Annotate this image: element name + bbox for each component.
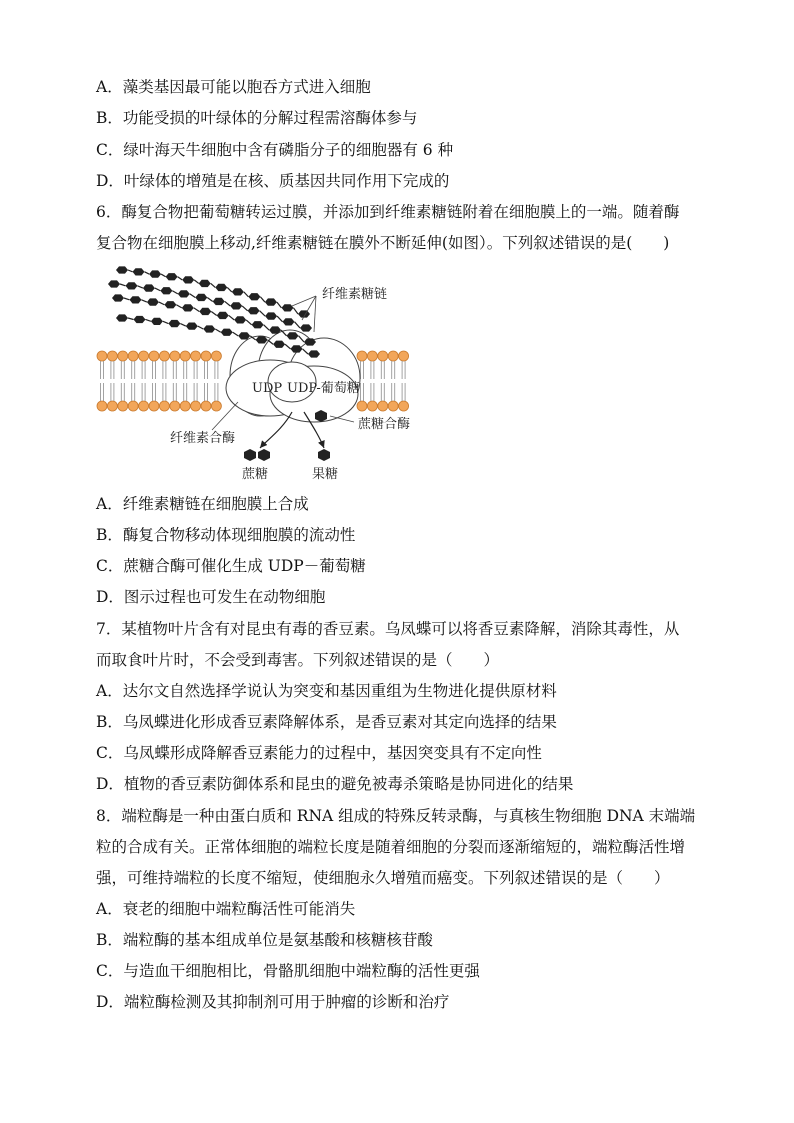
glucose-unit (213, 298, 225, 305)
glucose-unit (234, 316, 246, 323)
q8-stem-line-2: 粒的合成有关。正常体细胞的端粒长度是随着细胞的分裂而逐渐缩短的，端粒酶活性增 (96, 838, 686, 856)
q6-option-b: B．酶复合物移动体现细胞膜的流动性 (96, 526, 356, 544)
glucose-unit (300, 324, 312, 331)
glucose-unit (168, 320, 180, 327)
glucose-unit (265, 298, 277, 305)
glucose-unit (195, 294, 207, 301)
glucose-unit (221, 329, 233, 336)
glucose-unit (230, 302, 242, 309)
q7-option-d: D．植物的香豆素防御体系和昆虫的避免被毒杀策略是协同进化的结果 (96, 775, 574, 793)
glucose-unit (134, 316, 146, 323)
label-fructose: 果糖 (312, 467, 339, 482)
enzyme-complex (226, 330, 360, 422)
q6-stem-line-2: 复合物在细胞膜上移动,纤维素糖链在膜外不断延伸(如图）。下列叙述错误的是( ) (96, 234, 670, 252)
glucose-unit (248, 307, 260, 314)
label-udp: UDP (252, 381, 283, 396)
glucose-unit (149, 270, 161, 277)
glucose-unit (232, 288, 244, 295)
glucose-unit (182, 276, 194, 283)
glucose-unit (126, 282, 138, 289)
glucose-unit (217, 312, 229, 319)
q6-option-a: A．纤维素糖链在细胞膜上合成 (96, 495, 309, 513)
q8-option-c: C．与造血干细胞相比，骨骼肌细胞中端粒酶的活性更强 (96, 962, 480, 980)
glucose-unit (164, 301, 176, 308)
glucose-unit (283, 318, 295, 325)
glucose-unit (282, 304, 294, 311)
q7-option-c: C．乌凤蝶形成降解香豆素能力的过程中，基因突变具有不定向性 (96, 744, 542, 762)
glucose-unit (199, 280, 211, 287)
sucrose-molecule (244, 449, 270, 461)
fructose-molecule (318, 449, 330, 461)
glucose-unit (265, 312, 277, 319)
glucose-unit (112, 294, 124, 301)
label-udp-glucose: UDP-葡萄糖 (287, 381, 360, 396)
option-d: D．叶绿体的增殖是在核、质基因共同作用下完成的 (96, 172, 450, 190)
q7-option-b: B．乌凤蝶进化形成香豆素降解体系，是香豆素对其定向选择的结果 (96, 713, 557, 731)
q6-option-d: D．图示过程也可发生在动物细胞 (96, 588, 326, 606)
q8-option-a: A．衰老的细胞中端粒酶活性可能消失 (96, 900, 356, 918)
cellulose-synthesis-figure (92, 262, 432, 488)
q8-stem-line-1: 8．端粒酶是一种由蛋白质和 RNA 组成的特殊反转录酶，与真核生物细胞 DNA 末端端 (96, 807, 696, 825)
label-sucrose: 蔗糖 (242, 467, 269, 482)
label-sucrose-synthase: 蔗糖合酶 (358, 417, 411, 432)
q7-stem-line-1: 7．某植物叶片含有对昆虫有毒的香豆素。乌凤蝶可以将香豆素降解，消除其毒性，从 (96, 620, 680, 638)
glucose-unit (133, 268, 145, 275)
q8-stem-line-3: 强，可维持端粒的长度不缩短，使细胞永久增殖而癌变。下列叙述错误的是（ ） (96, 869, 670, 887)
glucose-unit (160, 287, 172, 294)
q8-option-d: D．端粒酶检测及其抑制剂可用于肿瘤的诊断和治疗 (96, 993, 450, 1011)
glucose-unit (178, 290, 190, 297)
glucose-unit (147, 298, 159, 305)
q7-stem-line-2: 而取食叶片时，不会受到毒害。下列叙述错误的是（ ） (96, 651, 500, 669)
q7-option-a: A．达尔文自然选择学说认为突变和基因重组为生物进化提供原材料 (96, 682, 557, 700)
glucose-unit (186, 323, 198, 330)
q6-option-c: C．蔗糖合酶可催化生成 UDP－葡萄糖 (96, 557, 366, 575)
glucose-unit (182, 304, 194, 311)
option-a: A．藻类基因最可能以胞吞方式进入细胞 (96, 78, 371, 96)
glucose-unit (203, 325, 215, 332)
label-cellulose-synthase: 纤维素合酶 (170, 431, 236, 446)
arrow-to-sucrose (260, 412, 292, 448)
glucose-unit (143, 284, 155, 291)
glucose-unit (130, 296, 142, 303)
q6-stem-line-1: 6．酶复合物把葡萄糖转运过膜，并添加到纤维素糖链附着在细胞膜上的一端。随着酶 (96, 203, 680, 221)
glucose-unit (199, 308, 211, 315)
glucose-unit (252, 321, 264, 328)
glucose-unit (166, 273, 178, 280)
q8-option-b: B．端粒酶的基本组成单位是氨基酸和核糖核苷酸 (96, 931, 433, 949)
option-c: C．绿叶海天牛细胞中含有磷脂分子的细胞器有 6 种 (96, 141, 454, 159)
glucose-unit (151, 318, 163, 325)
glucose-unit (116, 266, 128, 273)
glucose-unit (248, 293, 260, 300)
option-b: B．功能受损的叶绿体的分解过程需溶酶体参与 (96, 109, 418, 127)
label-cellulose-chain: 纤维素糖链 (322, 287, 388, 302)
glucose-unit (116, 314, 128, 321)
glucose-unit (108, 280, 120, 287)
glucose-unit (215, 284, 227, 291)
